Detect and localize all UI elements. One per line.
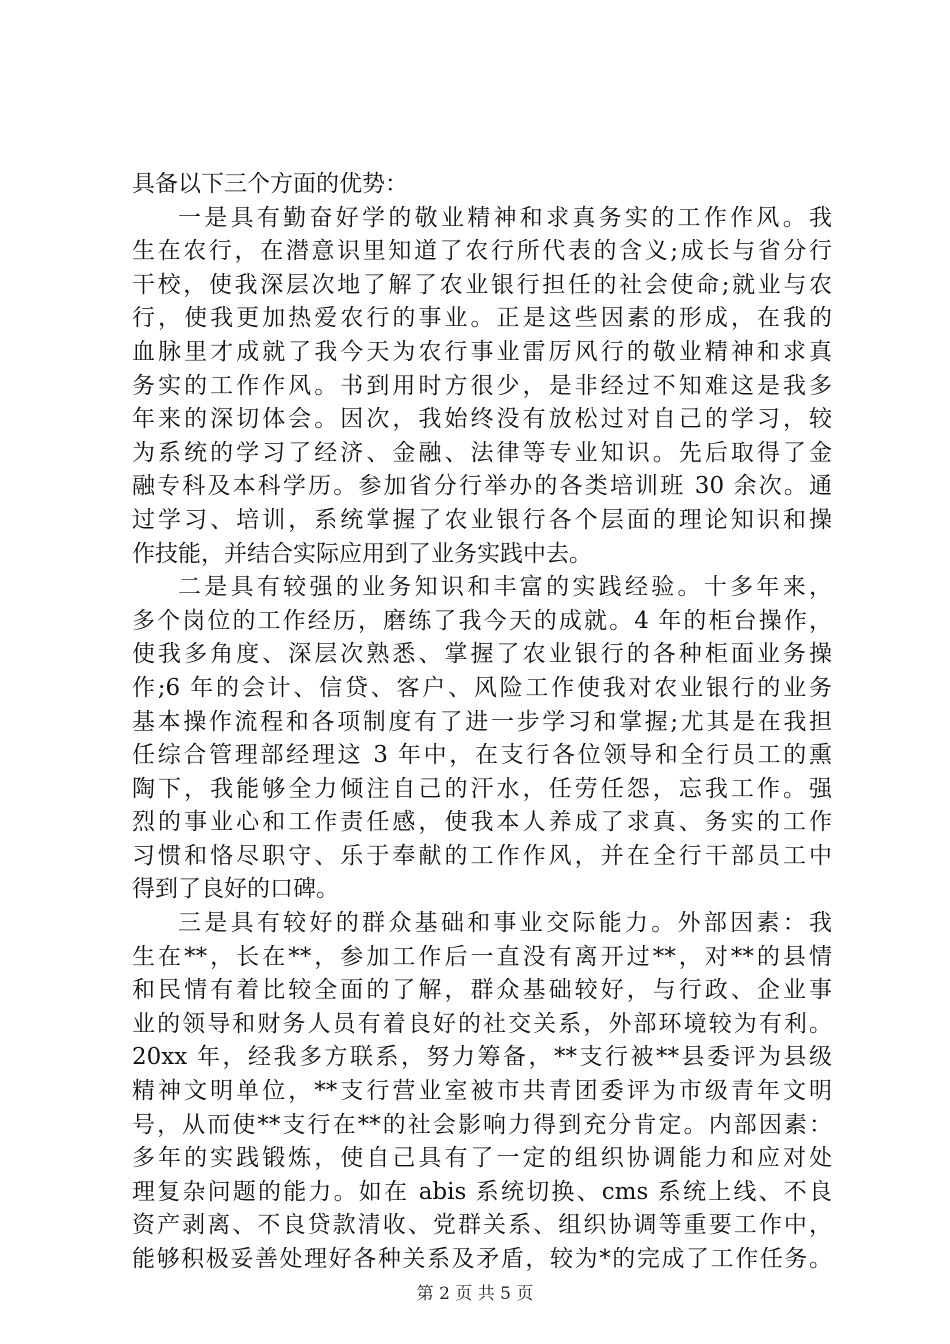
text-line: 融专科及本科学历。参加省分行举办的各类培训班 30 余次。通 [132, 473, 832, 500]
text-line: 基本操作流程和各项制度有了进一步学习和掌握;尤其是在我担 [132, 708, 832, 735]
text-line: 作;6 年的会计、信贷、客户、风险工作使我对农业银行的业务 [132, 674, 832, 701]
text-line: 理复杂问题的能力。如在 abis 系统切换、cms 系统上线、不良 [132, 1178, 832, 1205]
text-line: 生在**，长在**，参加工作后一直没有离开过**，对**的县情 [132, 943, 832, 970]
text-line: 多个岗位的工作经历，磨练了我今天的成就。4 年的柜台操作， [132, 607, 832, 634]
text-line: 年来的深切体会。因次，我始终没有放松过对自己的学习，较 [132, 406, 832, 433]
text-line: 号，从而使**支行在**的社会影响力得到充分肯定。内部因素： [132, 1111, 832, 1138]
text-line: 生在农行，在潜意识里知道了农行所代表的含义;成长与省分行 [132, 238, 832, 265]
text-line: 作技能，并结合实际应用到了业务实践中去。 [132, 540, 592, 567]
text-line: 得到了良好的口碑。 [132, 876, 339, 903]
text-line: 烈的事业心和工作责任感，使我本人养成了求真、务实的工作 [132, 809, 832, 836]
text-line: 务实的工作作风。书到用时方很少，是非经过不知难这是我多 [132, 372, 832, 399]
text-line: 和民情有着比较全面的了解，群众基础较好，与行政、企业事 [132, 977, 832, 1004]
text-line: 过学习、培训，系统掌握了农业银行各个层面的理论知识和操 [132, 506, 832, 533]
text-line: 干校，使我深层次地了解了农业银行担任的社会使命;就业与农 [132, 271, 832, 298]
document-body [132, 168, 832, 1277]
text-line: 业的领导和财务人员有着良好的社交关系，外部环境较为有利。 [132, 1010, 832, 1037]
text-line: 任综合管理部经理这 3 年中，在支行各位领导和全行员工的熏 [132, 742, 832, 769]
text-line: 多年的实践锻炼，使自己具有了一定的组织协调能力和应对处 [132, 1145, 832, 1172]
text-line: 精神文明单位，**支行营业室被市共青团委评为市级青年文明 [132, 1078, 832, 1105]
text-line: 能够积极妥善处理好各种关系及矛盾，较为*的完成了工作任务。 [132, 1246, 832, 1272]
text-line: 三是具有较好的群众基础和事业交际能力。外部因素：我 [178, 910, 832, 937]
text-line: 资产剥离、不良贷款清收、党群关系、组织协调等重要工作中， [132, 1212, 832, 1239]
text-line: 20xx 年，经我多方联系，努力筹备，**支行被**县委评为县级 [132, 1044, 832, 1071]
text-line: 血脉里才成就了我今天为农行事业雷厉风行的敬业精神和求真 [132, 338, 832, 365]
text-line: 为系统的学习了经济、金融、法律等专业知识。先后取得了金 [132, 439, 832, 466]
text-line: 使我多角度、深层次熟悉、掌握了农业银行的各种柜面业务操 [132, 641, 832, 668]
text-line: 二是具有较强的业务知识和丰富的实践经验。十多年来， [178, 574, 832, 601]
page-footer: 第 2 页 共 5 页 [416, 1284, 534, 1304]
text-line: 行，使我更加热爱农行的事业。正是这些因素的形成，在我的 [132, 305, 832, 332]
text-line: 习惯和恪尽职守、乐于奉献的工作作风，并在全行干部员工中 [132, 842, 832, 869]
text-line: 陶下，我能够全力倾注自己的汗水，任劳任怨，忘我工作。强 [132, 775, 832, 802]
text-line: 具备以下三个方面的优势： [132, 171, 408, 197]
text-line: 一是具有勤奋好学的敬业精神和求真务实的工作作风。我 [178, 204, 832, 231]
